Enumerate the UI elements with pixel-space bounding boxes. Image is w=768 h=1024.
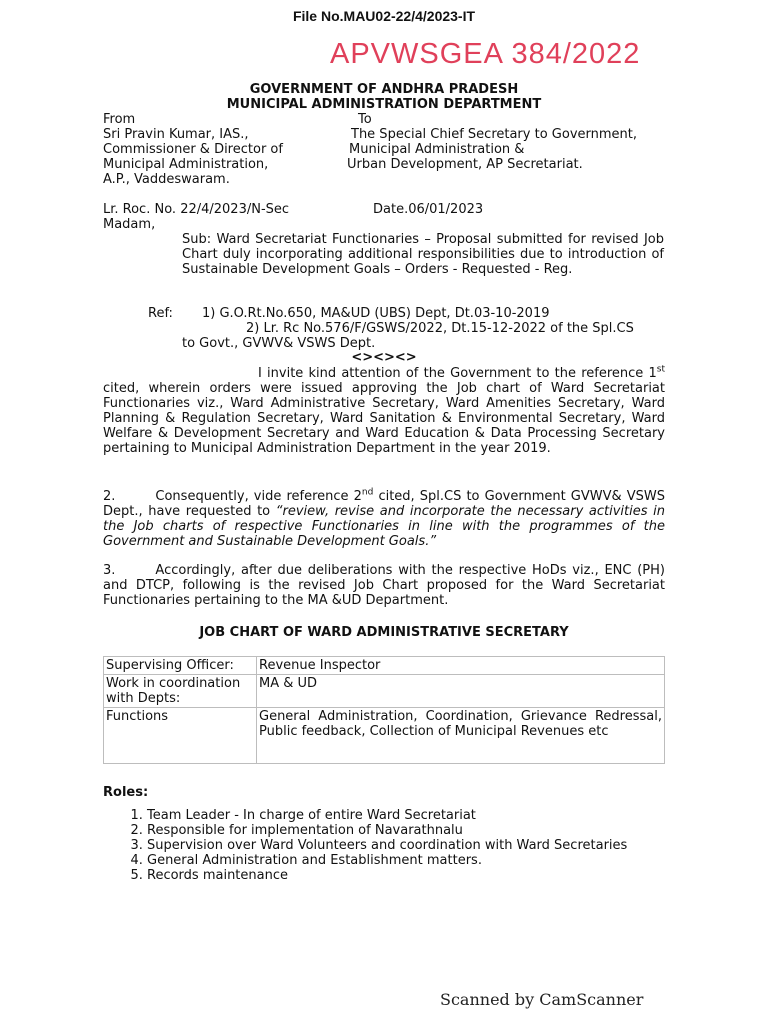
from-line: A.P., Vaddeswaram. [103, 172, 230, 187]
scanner-watermark: Scanned by CamScanner [440, 990, 644, 1009]
letter-roc-number: Lr. Roc. No. 22/4/2023/N-Sec [103, 202, 290, 217]
file-number: File No.MAU02-22/4/2023-IT [292, 8, 476, 24]
list-item: 4. General Administration and Establishment matters. [147, 853, 627, 868]
reference-2-cont: to Govt., GVWV& VSWS Dept. [182, 336, 376, 351]
row-value: Revenue Inspector [257, 657, 665, 675]
from-line: Municipal Administration, [103, 157, 269, 172]
reference-1: 1) G.O.Rt.No.650, MA&UD (UBS) Dept, Dt.03-10-2019 [202, 306, 550, 321]
salutation: Madam, [103, 217, 156, 232]
stamp-number: APVWSGEA 384/2022 [330, 38, 641, 70]
from-line: Commissioner & Director of [103, 142, 283, 157]
row-label: Functions [104, 708, 257, 764]
dept-heading: MUNICIPAL ADMINISTRATION DEPARTMENT [226, 97, 542, 112]
to-line: Urban Development, AP Secretariat. [347, 157, 583, 172]
subject-text: Sub: Ward Secretariat Functionaries – Proposal submitted for revised Job Chart duly incorporating additional responsibilities due to introduction of Sustainable Development Goals – Orders - Requested - Reg. [182, 232, 664, 277]
row-label: Supervising Officer: [104, 657, 257, 675]
row-value: General Administration, Coordination, Grievance Redressal, Public feedback, Collection of Municipal Revenues etc [257, 708, 665, 764]
to-line: Municipal Administration & [349, 142, 525, 157]
row-value: MA & UD [257, 675, 665, 708]
from-line: Sri Pravin Kumar, IAS., [103, 127, 249, 142]
reference-2: 2) Lr. Rc No.576/F/GSWS/2022, Dt.15-12-2022 of the Spl.CS [246, 321, 634, 336]
table-row [104, 708, 665, 764]
paragraph-1: I invite kind attention of the Government to the reference 1st cited, wherein orders were issued approving the Job chart of Ward Secretariat Functionaries viz., Ward Administrative Secretary, Ward Amenities Secretary, Ward Planning & Regulation Secretary, Ward Sanitation & Environmental Secretary, Ward Welfare & Development Secretary and Ward Education & Data Processing Secretary pertaining to Municipal Administration Department in the year 2019. [103, 364, 665, 456]
list-item: 1. Team Leader - In charge of entire Ward Secretariat [147, 808, 627, 823]
paragraph-3: 3. Accordingly, after due deliberations with the respective HoDs viz., ENC (PH) and DTCP, following is the revised Job Chart proposed for the Ward Secretariat Functionaries pertaining to the MA &UD Department. [103, 563, 665, 608]
roles-list [103, 808, 627, 883]
roles-title: Roles: [103, 785, 149, 800]
from-label: From [103, 112, 136, 127]
letter-date: Date.06/01/2023 [373, 202, 484, 217]
list-item: 3. Supervision over Ward Volunteers and coordination with Ward Secretaries [147, 838, 627, 853]
job-chart-table [103, 656, 665, 764]
ref-label: Ref: [148, 306, 173, 321]
row-label: Work in coordination with Depts: [104, 675, 257, 708]
table-row [104, 657, 665, 675]
paragraph-2: 2. Consequently, vide reference 2nd cited, Spl.CS to Government GVWV& VSWS Dept., have requested to “review, revise and incorporate the necessary activities in the Job charts of respective Functionaries in line with the programmes of the Government and Sustainable Development Goals.” [103, 487, 665, 549]
gov-heading: GOVERNMENT OF ANDHRA PRADESH [249, 82, 519, 97]
to-line: The Special Chief Secretary to Government, [351, 127, 637, 142]
table-row [104, 675, 665, 708]
to-label: To [358, 112, 372, 127]
list-item: 2. Responsible for implementation of Navarathnalu [147, 823, 627, 838]
list-item: 5. Records maintenance [147, 868, 627, 883]
separator: <><><> [351, 350, 417, 365]
job-chart-title: JOB CHART OF WARD ADMINISTRATIVE SECRETARY [199, 625, 569, 640]
